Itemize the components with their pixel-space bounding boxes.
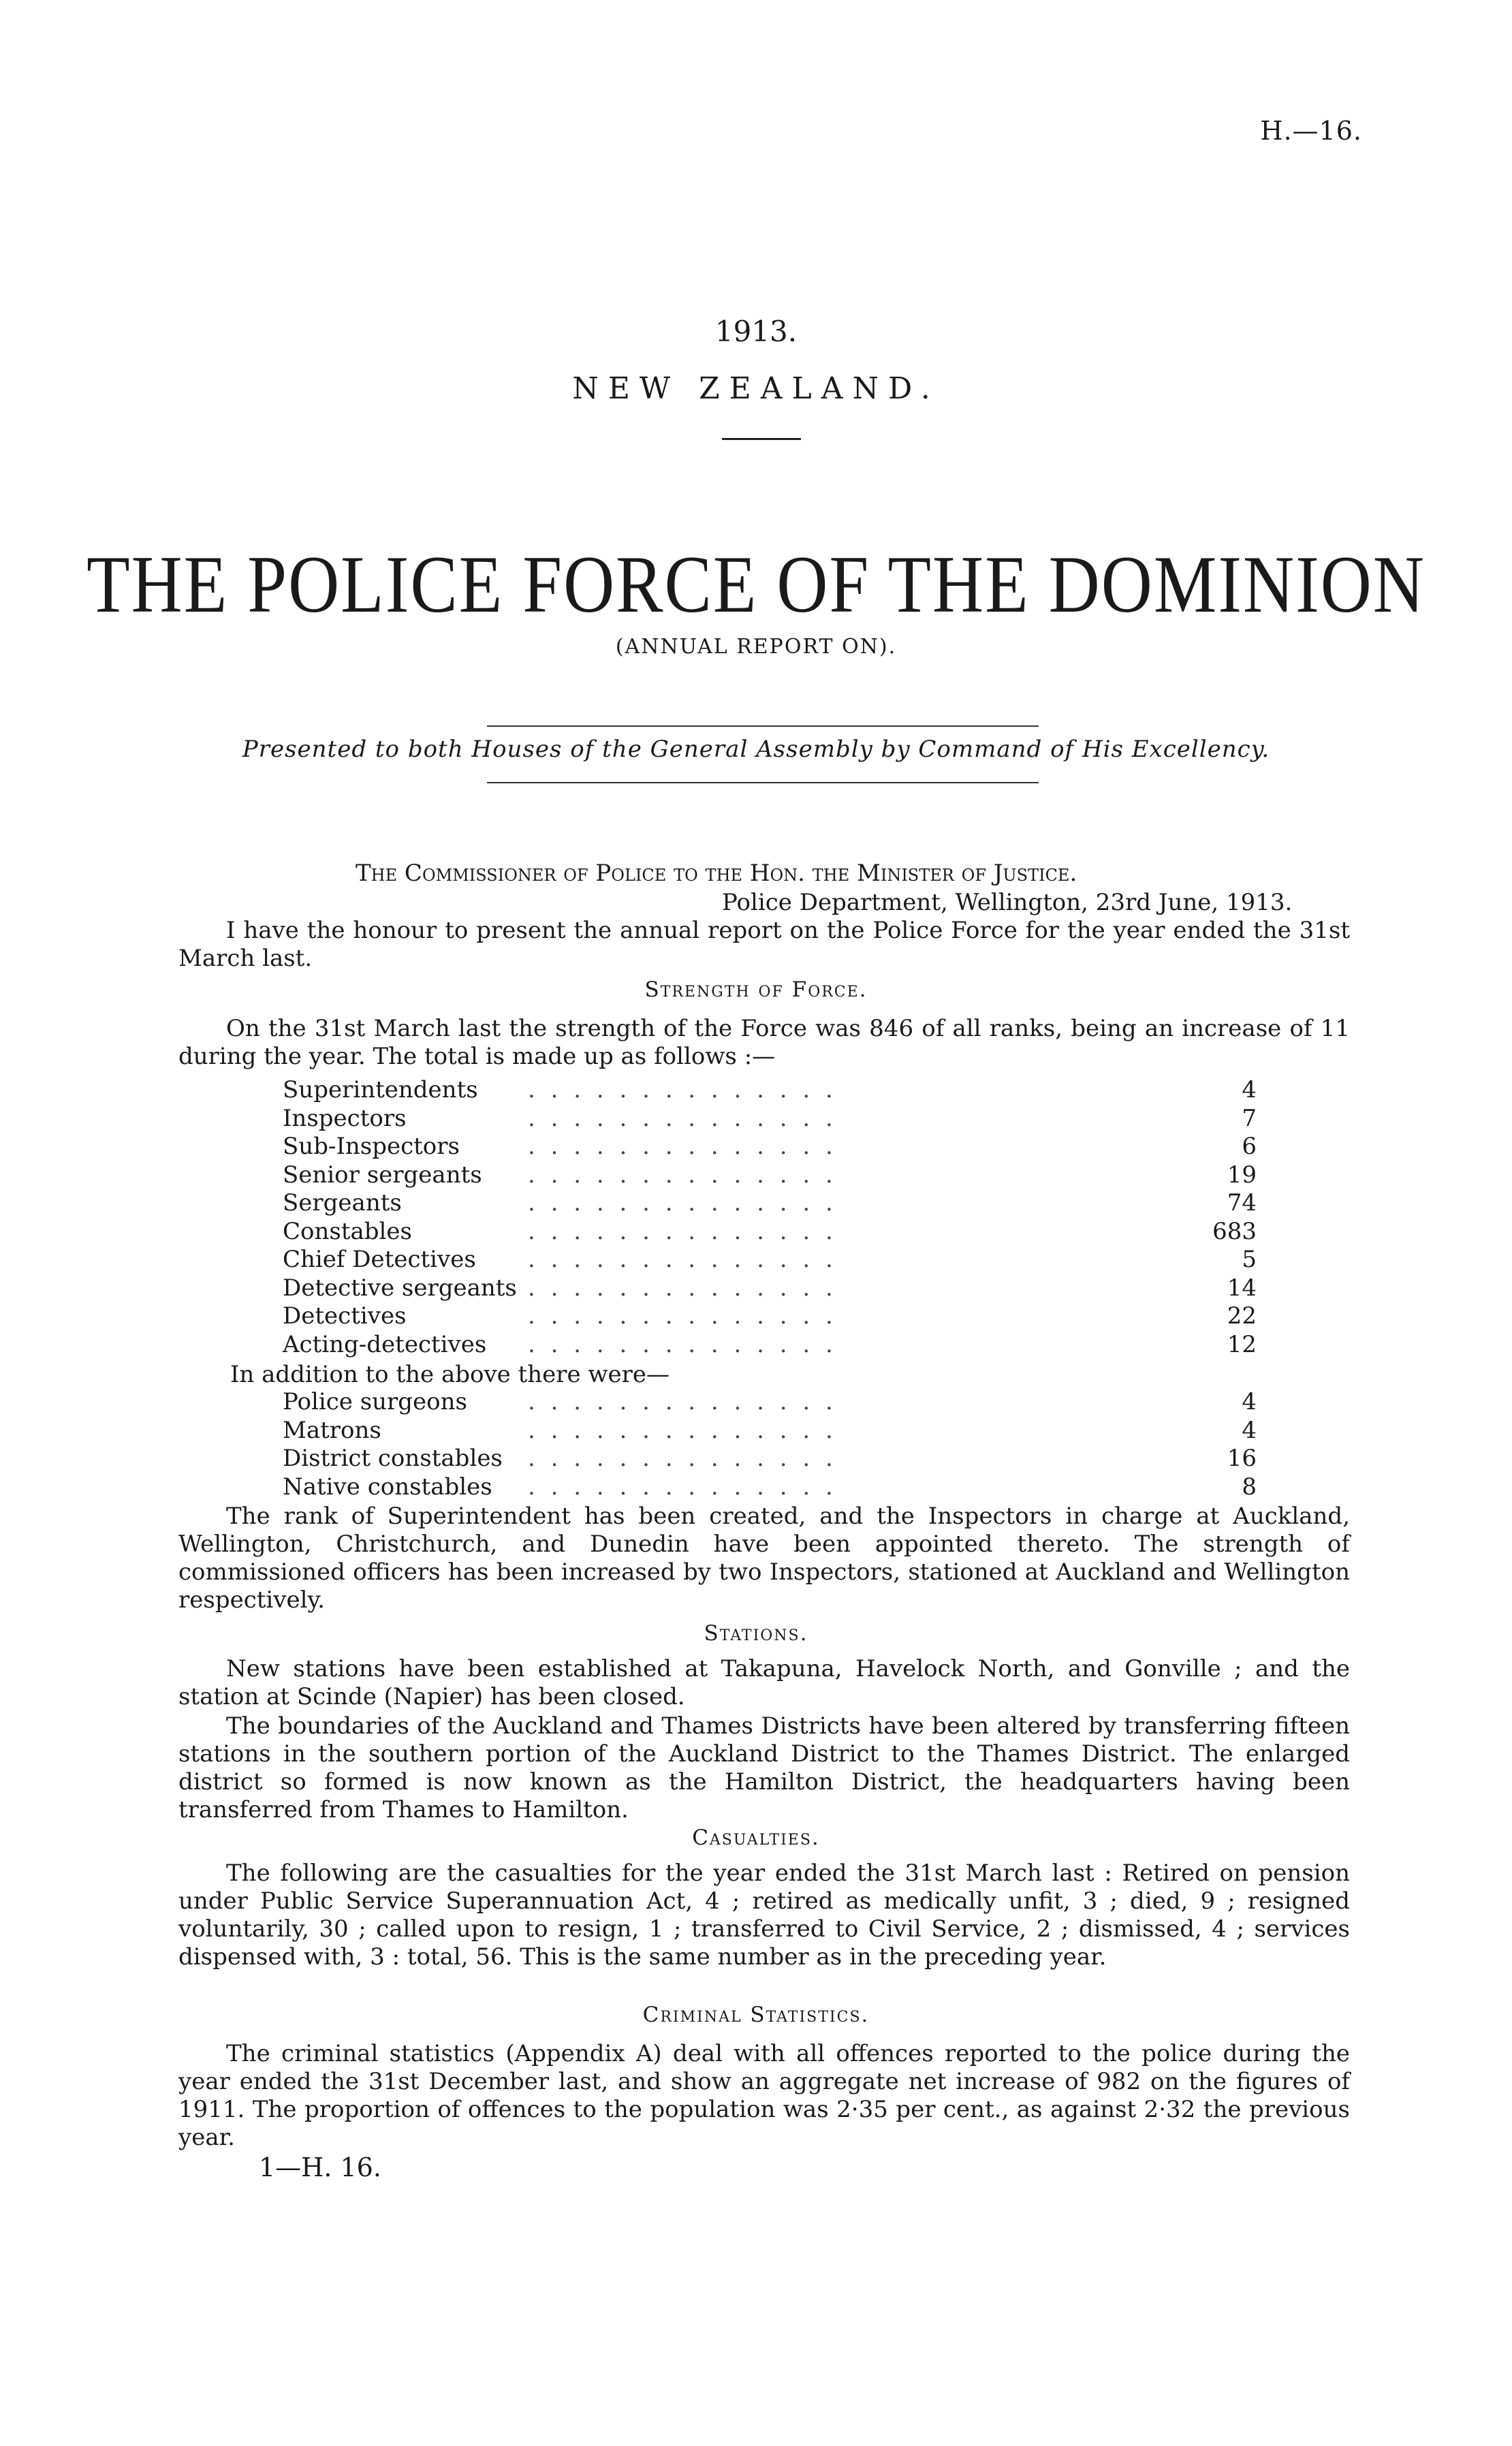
- casualties-paragraph: The following are the casualties for the year ended the 31st March last : Retired on pension under Public Service Superannuation Act, 4 ; retired as medically unfit, 3 ; died, 9 ; resigned voluntarily, 30 ; called upon to resign, 1 ; transferred to Civil Service, 2 ; dismissed, 4 ; services dispensed with, 3 : total, 56. This is the same number as in the preceding year.: [178, 1860, 1350, 1971]
- report-subtitle: (ANNUAL REPORT ON).: [615, 635, 897, 659]
- leader-dots: . . . . . . . . . . . . . .: [528, 1189, 837, 1217]
- table-row: Senior sergeants . . . . . . . . . . . . . . 19: [283, 1161, 1257, 1189]
- table-row: Detective sergeants . . . . . . . . . . . . . . 14: [283, 1274, 1257, 1302]
- additional-table: [283, 1388, 1257, 1501]
- divider-bottom: [487, 782, 1039, 783]
- report-title: THE POLICE FORCE OF THE DOMINION: [86, 539, 1426, 630]
- strength-intro: On the 31st March last the strength of the Force was 846 of all ranks, being an increase of 11 during the year. The total is made up as follows :—: [178, 1015, 1350, 1070]
- stations-paragraph-2: The boundaries of the Auckland and Thames Districts have been altered by transferring fifteen stations in the southern portion of the Auckland District to the Thames District. The enlarged district so formed is now known as the Hamilton District, the headquarters having been transferred from Thames to Hamilton.: [178, 1712, 1350, 1823]
- document-reference: H.—16.: [1260, 116, 1362, 146]
- letter-dateline: Police Department, Wellington, 23rd June, 1913.: [722, 889, 1293, 916]
- leader-dots: . . . . . . . . . . . . . .: [528, 1302, 837, 1330]
- page-signature: 1—H. 16.: [259, 2152, 381, 2182]
- leader-dots: . . . . . . . . . . . . . .: [528, 1473, 837, 1501]
- leader-dots: . . . . . . . . . . . . . .: [528, 1445, 837, 1472]
- table-row: Constables . . . . . . . . . . . . . . 683: [283, 1217, 1257, 1245]
- leader-dots: . . . . . . . . . . . . . .: [528, 1161, 837, 1189]
- leader-dots: . . . . . . . . . . . . . .: [528, 1274, 837, 1302]
- divider-short: [722, 438, 801, 440]
- criminal-paragraph: The criminal statistics (Appendix A) deal with all offences reported to the police during the year ended the 31st December last, and show an aggregate net increase of 982 on the figures of 1911. The proportion of offences to the population was 2·35 per cent., as against 2·32 the previous year.: [178, 2040, 1350, 2151]
- leader-dots: . . . . . . . . . . . . . .: [528, 1133, 837, 1160]
- table-row: Acting-detectives . . . . . . . . . . . . . . 12: [283, 1330, 1257, 1358]
- addition-label: In addition to the above there were—: [230, 1361, 670, 1388]
- country-name: NEW ZEALAND.: [572, 371, 940, 406]
- leader-dots: . . . . . . . . . . . . . .: [528, 1330, 837, 1358]
- report-year: 1913.: [714, 315, 798, 348]
- table-row: Native constables . . . . . . . . . . . . . . 8: [283, 1473, 1257, 1501]
- heading-casualties: Casualties.: [692, 1825, 820, 1850]
- stations-paragraph-1: New stations have been established at Takapuna, Havelock North, and Gonville ; and the station at Scinde (Napier) has been closed.: [178, 1655, 1350, 1710]
- strength-table: [283, 1076, 1257, 1359]
- leader-dots: . . . . . . . . . . . . . .: [528, 1217, 837, 1245]
- heading-stations: Stations.: [704, 1621, 808, 1646]
- divider-top: [487, 725, 1039, 727]
- table-row: Sergeants . . . . . . . . . . . . . . 74: [283, 1189, 1257, 1217]
- table-row: Chief Detectives . . . . . . . . . . . . . . 5: [283, 1246, 1257, 1273]
- heading-strength: Strength of Force.: [644, 977, 868, 1002]
- table-row: Superintendents . . . . . . . . . . . . . . 4: [283, 1076, 1257, 1103]
- heading-criminal-statistics: Criminal Statistics.: [642, 2003, 870, 2027]
- letter-intro: I have the honour to present the annual report on the Police Force for the year ended the 31st March last.: [178, 917, 1350, 972]
- table-row: Police surgeons . . . . . . . . . . . . . . 4: [283, 1388, 1257, 1415]
- table-row: Detectives . . . . . . . . . . . . . . 22: [283, 1302, 1257, 1330]
- strength-note: The rank of Superintendent has been created, and the Inspectors in charge at Auckland, Wellington, Christchurch, and Dunedin have been appointed thereto. The strength of commissioned officers has been increased by two Inspectors, stationed at Auckland and Wellington respectively.: [178, 1503, 1350, 1614]
- leader-dots: . . . . . . . . . . . . . .: [528, 1076, 837, 1103]
- table-row: District constables . . . . . . . . . . . . . . 16: [283, 1445, 1257, 1472]
- leader-dots: . . . . . . . . . . . . . .: [528, 1104, 837, 1132]
- table-row: Sub-Inspectors . . . . . . . . . . . . . . 6: [283, 1133, 1257, 1160]
- letter-address: The Commissioner of Police to the Hon. the Minister of Justice.: [356, 860, 1077, 887]
- presented-line: Presented to both Houses of the General Assembly by Command of His Excellency.: [242, 736, 1270, 763]
- table-row: Inspectors . . . . . . . . . . . . . . 7: [283, 1104, 1257, 1132]
- leader-dots: . . . . . . . . . . . . . .: [528, 1416, 837, 1444]
- leader-dots: . . . . . . . . . . . . . .: [528, 1388, 837, 1415]
- table-row: Matrons . . . . . . . . . . . . . . 4: [283, 1416, 1257, 1444]
- leader-dots: . . . . . . . . . . . . . .: [528, 1246, 837, 1273]
